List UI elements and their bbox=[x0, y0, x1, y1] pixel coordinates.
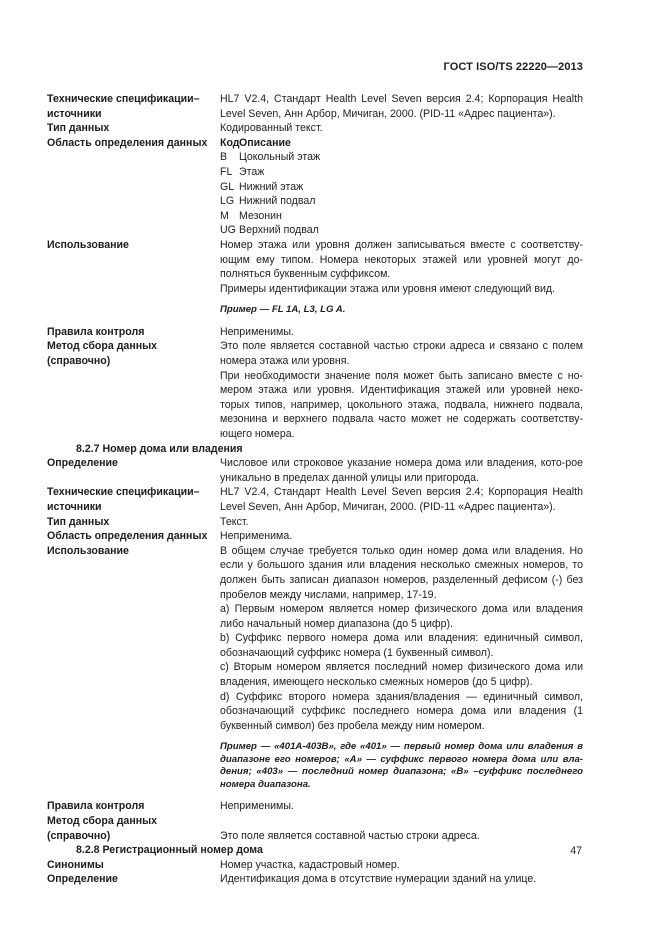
rules-value: Неприменимы. bbox=[220, 325, 294, 338]
usage-row bbox=[47, 544, 583, 792]
section-heading-828: 8.2.8 Регистрационный номер дома bbox=[76, 844, 263, 857]
desc-cell: Цокольный этаж bbox=[239, 151, 321, 164]
method-paragraph: При необходимости значение поля может быть записано вместе с но-мером этажа или уровня. Идентификация этажей или уровней неко-торых типов, например, цокольного этажа, подвала, нижнего подвала, мезонина и верхнего подвала часто может не содержать соответству-ющего номера. bbox=[220, 369, 583, 440]
usage-item-a: а) Первым номером является номер физического дома или владения либо начальный номер диапазона (до 5 цифр). bbox=[220, 603, 583, 630]
tech-spec-row bbox=[47, 485, 583, 514]
desc-cell: Нижний подвал bbox=[239, 195, 316, 208]
code-header: Код bbox=[220, 136, 240, 149]
domain-row bbox=[47, 529, 583, 544]
definition-row bbox=[47, 872, 583, 887]
desc-cell: Верхний подвал bbox=[239, 224, 319, 237]
code-cell: FL bbox=[220, 165, 233, 178]
desc-cell: Мезонин bbox=[239, 209, 282, 222]
code-cell: GL bbox=[220, 180, 235, 193]
page-number: 47 bbox=[570, 845, 582, 857]
usage-item-b: b) Суффикс первого номера дома или владения: единичный символ, обозначающий суффикс номера (1 буквенный символ). bbox=[220, 632, 583, 659]
usage-example: Пример — FL 1A, L3, LG A. bbox=[220, 304, 346, 316]
data-type-row bbox=[47, 121, 583, 136]
method-value: Это поле является составной частью строки адреса. bbox=[220, 829, 480, 842]
domain-label: Область определения данных bbox=[47, 136, 208, 149]
code-table bbox=[220, 136, 583, 238]
code-cell: B bbox=[220, 151, 228, 164]
desc-cell: Нижний этаж bbox=[239, 180, 304, 193]
rules-row bbox=[47, 799, 583, 814]
method-label: Метод сбора данных (справочно) bbox=[47, 340, 158, 367]
domain-row bbox=[47, 136, 583, 238]
data-type-label: Тип данных bbox=[47, 122, 110, 135]
desc-header: Описание bbox=[239, 136, 291, 149]
rules-value: Неприменимы. bbox=[220, 800, 294, 813]
definition-row bbox=[47, 456, 583, 485]
synonyms-value: Номер участка, кадастровый номер. bbox=[220, 858, 400, 871]
rules-label: Правила контроля bbox=[47, 325, 145, 338]
definition-label: Определение bbox=[47, 873, 118, 886]
code-cell: UG bbox=[220, 224, 236, 237]
usage-text bbox=[220, 544, 583, 792]
definition-value: Идентификация дома в отсутствие нумерации зданий на улице. bbox=[220, 873, 537, 886]
method-row bbox=[47, 814, 583, 843]
usage-paragraph: Примеры идентификации этажа или уровня имеют следующий вид. bbox=[220, 282, 556, 295]
desc-cell: Этаж bbox=[239, 165, 265, 178]
code-cell: LG bbox=[220, 195, 235, 208]
data-type-value: Текст. bbox=[220, 515, 249, 528]
data-type-value: Кодированный текст. bbox=[220, 122, 323, 135]
tech-spec-row bbox=[47, 92, 583, 121]
usage-item-c: c) Вторым номером является последний номер физического дома или владения, имеющего несколько смежных номеров (до 5 цифр). bbox=[220, 661, 583, 689]
method-text bbox=[220, 339, 583, 441]
usage-label: Использование bbox=[47, 544, 129, 557]
tech-spec-label: Технические спецификации– источники bbox=[47, 93, 200, 120]
method-paragraph: Это поле является составной частью строки адреса и связано с полем номера этажа или уровня. bbox=[220, 340, 583, 367]
document-body bbox=[47, 92, 583, 887]
rules-label: Правила контроля bbox=[47, 800, 145, 813]
data-type-label: Тип данных bbox=[47, 515, 110, 528]
usage-label: Использование bbox=[47, 238, 129, 251]
data-type-row bbox=[47, 515, 583, 530]
tech-spec-value: HL7 V2.4, Стандарт Health Level Seven версия 2.4; Корпорация Health Level Seven, Анн Арбор, Мичиган, 2000. (PID-11 «Адрес пациента»). bbox=[220, 93, 583, 120]
rules-row bbox=[47, 325, 583, 340]
tech-spec-label: Технические спецификации– источники bbox=[47, 486, 200, 513]
synonyms-label: Синонимы bbox=[47, 858, 104, 871]
usage-item-d: d) Суффикс второго номера здания/владения — единичный символ, обозначающий суффикс последнего номера дома или владения (1 буквенный символ) без пробела между ним номером. bbox=[220, 690, 583, 732]
definition-value: Числовое или строковое указание номера дома или владения, кото-рое уникально в пределах данной улицы или пригорода. bbox=[220, 457, 583, 484]
usage-text bbox=[220, 238, 583, 317]
usage-paragraph: В общем случае требуется только один номер дома или владения. Но если у большого здания или владения несколько смежных номеров, то должен быть записан диапазон номеров, разделенный дефисом (-) без пробелов между числами, например, 17-19. bbox=[220, 544, 583, 601]
synonyms-row bbox=[47, 858, 583, 873]
method-text bbox=[220, 814, 583, 843]
section-heading-827: 8.2.7 Номер дома или владения bbox=[76, 442, 243, 455]
definition-label: Определение bbox=[47, 457, 118, 470]
domain-label: Область определения данных bbox=[47, 530, 208, 543]
code-cell: M bbox=[220, 209, 229, 222]
usage-paragraph: Номер этажа или уровня должен записываться вместе с соответству-ющим ему типом. Номера некоторых этажей или уровней могут до-полняться буквенным суффиксом. bbox=[220, 238, 583, 281]
domain-value: Неприменима. bbox=[220, 530, 293, 543]
method-row bbox=[47, 339, 583, 441]
tech-spec-value: HL7 V2.4, Стандарт Health Level Seven версия 2.4; Корпорация Health Level Seven, Анн Арбор, Мичиган, 2000. (PID-11 «Адрес пациента»). bbox=[220, 486, 583, 513]
method-label: Метод сбора данных (справочно) bbox=[47, 815, 158, 842]
usage-row bbox=[47, 238, 583, 317]
standard-header: ГОСТ ISO/TS 22220—2013 bbox=[443, 61, 583, 73]
usage-example: Пример — «401A-403B», где «401» — первый номер дома или владения в диапазоне его номеров; «А» — суффикс первого номера дома или вла-дения; «403» — последний номер диапазона; «В» –суффикс последнего номера диапазона. bbox=[220, 741, 583, 790]
